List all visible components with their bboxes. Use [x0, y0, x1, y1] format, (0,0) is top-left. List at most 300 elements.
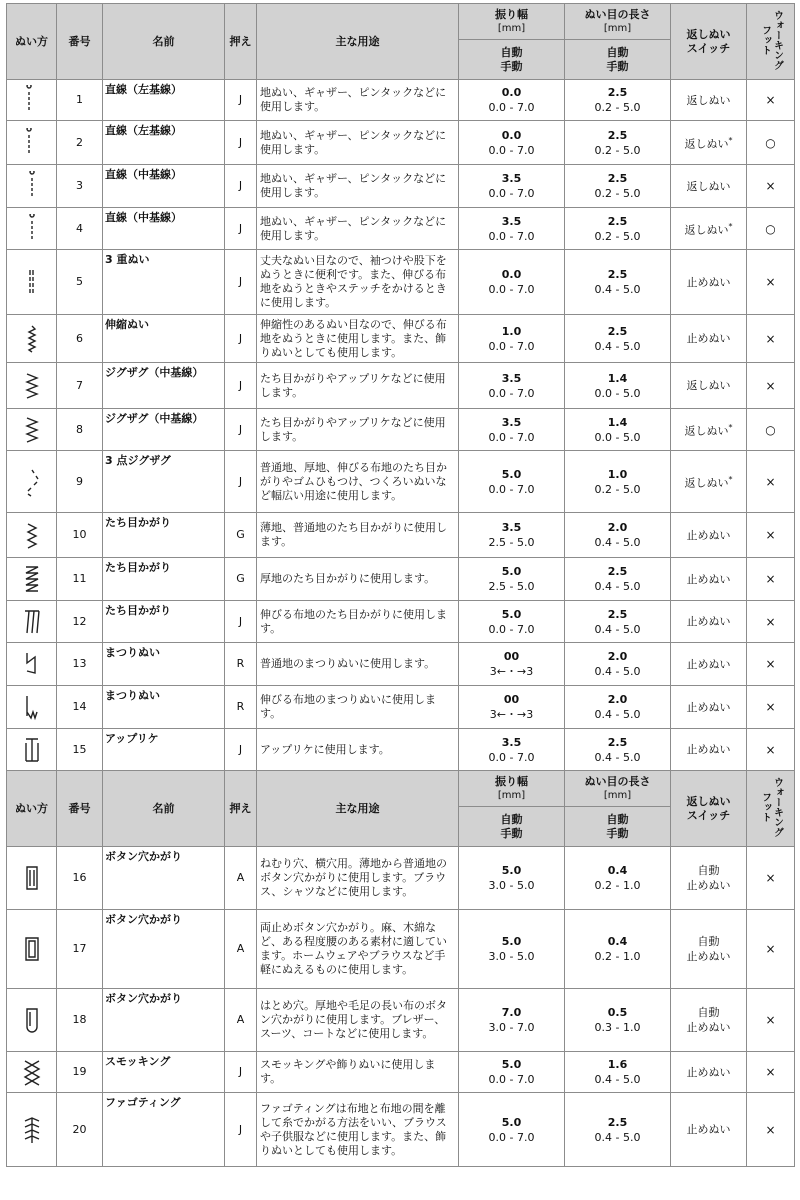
table-row	[7, 513, 795, 558]
length-range: 0.0 - 5.0	[594, 430, 641, 444]
stitch-icon-cell	[7, 80, 57, 121]
stitch-use: ねむり穴、横穴用。薄地から普通地のボタン穴かがりに使用します。ブラウス、シャツなどに使用します。	[257, 847, 459, 910]
stitch-use: スモッキングや飾りぬいに使用します。	[257, 1052, 459, 1093]
presser-foot: J	[225, 363, 257, 409]
reverse-switch	[671, 409, 747, 451]
length-auto: 2.5	[607, 214, 628, 228]
walking-foot: ×	[747, 989, 795, 1052]
reverse-switch-text: 返しぬい	[684, 137, 729, 151]
stitch-length	[565, 643, 671, 686]
stitch-icon-cell	[7, 1093, 57, 1167]
stitch-name: ボタン穴かがり	[103, 910, 225, 989]
stitch-length	[565, 451, 671, 513]
length-auto: 2.5	[607, 324, 628, 338]
table-row	[7, 208, 795, 250]
stitch-width	[459, 910, 565, 989]
table-row	[7, 643, 795, 686]
stitch-number: 1	[57, 80, 103, 121]
reverse-switch	[671, 643, 747, 686]
stitch-icon-cell	[7, 315, 57, 363]
length-range: 0.2 - 5.0	[594, 101, 641, 114]
walking-foot: ×	[747, 729, 795, 771]
blind-hem-stretch-icon	[7, 692, 56, 722]
stitch-length	[565, 409, 671, 451]
reverse-switch	[671, 686, 747, 729]
width-range: 3.0 - 7.0	[488, 1021, 535, 1034]
stitch-length	[565, 1052, 671, 1093]
header-use-label: 主な用途	[335, 801, 380, 815]
header-manual-label: 手動	[606, 59, 629, 73]
width-range: 3.0 - 5.0	[488, 950, 535, 963]
length-auto: 0.4	[607, 864, 628, 877]
presser-foot: J	[225, 409, 257, 451]
header-length-label: ぬい目の長さ	[584, 774, 651, 788]
applique-stitch-icon	[7, 735, 56, 765]
walking-foot: ×	[747, 558, 795, 601]
reverse-switch-text: 止めぬい	[686, 332, 731, 345]
length-auto: 2.0	[607, 521, 628, 534]
reverse-switch	[671, 121, 747, 165]
stitch-use: ファゴティングは布地と布地の間を離して糸でかがる方法をいい、ブラウスや子供服などに使用します。また、飾りぬいとしても使用します。	[257, 1093, 459, 1167]
length-range: 0.4 - 5.0	[594, 580, 641, 593]
stitch-name: まつりぬい	[103, 643, 225, 686]
walking-foot: ○	[747, 409, 795, 451]
width-auto: 3.5	[501, 415, 522, 429]
buttonhole-keyhole-icon	[7, 1005, 56, 1035]
header-manual-label: 手動	[500, 826, 523, 840]
stitch-icon-cell	[7, 208, 57, 250]
stitch-width	[459, 80, 565, 121]
stitch-name: 直線（中基線）	[103, 208, 225, 250]
stitch-icon-cell	[7, 451, 57, 513]
walking-foot: ×	[747, 363, 795, 409]
table-row	[7, 121, 795, 165]
stitch-number: 19	[57, 1052, 103, 1093]
table-row	[7, 601, 795, 643]
straight-left-stitch-icon	[7, 85, 56, 115]
reverse-switch	[671, 363, 747, 409]
stitch-length	[565, 847, 671, 910]
width-range: 0.0 - 7.0	[488, 1130, 535, 1144]
reverse-switch	[671, 847, 747, 910]
width-range: 2.5 - 5.0	[488, 580, 535, 593]
header-number	[57, 4, 103, 80]
length-auto: 1.6	[607, 1058, 628, 1071]
stitch-use: アップリケに使用します。	[257, 729, 459, 771]
width-range: 0.0 - 7.0	[488, 187, 535, 200]
header-walking-label: ウォーキング フット	[759, 776, 783, 837]
stitch-width	[459, 409, 565, 451]
stitch-use: 伸びる布地のまつりぬいに使用します。	[257, 686, 459, 729]
width-range: 0.0 - 7.0	[488, 622, 535, 636]
reverse-switch	[671, 558, 747, 601]
stitch-name: たち目かがり	[103, 513, 225, 558]
walking-foot: ○	[747, 121, 795, 165]
stitch-name: 直線（中基線）	[103, 165, 225, 208]
presser-foot: A	[225, 989, 257, 1052]
presser-foot: J	[225, 1052, 257, 1093]
presser-foot: J	[225, 121, 257, 165]
width-auto: 3.5	[501, 172, 522, 185]
presser-foot: J	[225, 80, 257, 121]
width-range: 0.0 - 7.0	[488, 750, 535, 764]
stitch-length	[565, 250, 671, 315]
stitch-use: 厚地のたち目かがりに使用します。	[257, 558, 459, 601]
stitch-icon-cell	[7, 558, 57, 601]
length-range: 0.0 - 5.0	[594, 386, 641, 400]
width-range: 3.0 - 5.0	[488, 879, 535, 892]
header-length-label: ぬい目の長さ	[584, 7, 651, 21]
stitch-number: 20	[57, 1093, 103, 1167]
width-range: 0.0 - 7.0	[488, 430, 535, 444]
header-method-label: ぬい方	[15, 801, 48, 815]
stitch-name: 直線（左基線）	[103, 80, 225, 121]
reverse-switch-text: 止めぬい	[686, 572, 731, 586]
stitch-length	[565, 910, 671, 989]
stitch-name: たち目かがり	[103, 558, 225, 601]
header-length	[565, 4, 671, 40]
stitch-length	[565, 165, 671, 208]
stitch-width	[459, 315, 565, 363]
stitch-number: 3	[57, 165, 103, 208]
length-range: 0.3 - 1.0	[594, 1021, 641, 1034]
header-name-label: 名前	[152, 34, 175, 48]
walking-foot: ×	[747, 1052, 795, 1093]
stitch-use: 地ぬい、ギャザー、ピンタックなどに使用します。	[257, 121, 459, 165]
width-range: 0.0 - 7.0	[488, 1073, 535, 1086]
stitch-width	[459, 513, 565, 558]
header-auto-label: 自動	[500, 45, 523, 59]
stitch-name: たち目かがり	[103, 601, 225, 643]
width-auto: 3.5	[501, 214, 522, 228]
three-point-zigzag-icon	[7, 467, 56, 497]
width-range: 0.0 - 7.0	[488, 283, 535, 296]
length-auto: 2.5	[607, 735, 628, 749]
stitch-length	[565, 208, 671, 250]
table-row	[7, 1052, 795, 1093]
stitch-icon-cell	[7, 363, 57, 409]
length-auto: 2.5	[607, 128, 628, 142]
fagoting-stitch-icon	[7, 1115, 56, 1145]
stitch-number: 17	[57, 910, 103, 989]
length-range: 0.4 - 5.0	[594, 622, 641, 636]
reverse-switch-text: 返しぬい	[684, 223, 729, 237]
width-range: 0.0 - 7.0	[488, 482, 535, 496]
presser-foot: A	[225, 847, 257, 910]
stitch-name: ボタン穴かがり	[103, 847, 225, 910]
header-length-mode	[565, 40, 671, 80]
stitch-length	[565, 121, 671, 165]
reverse-switch-text: 返しぬい	[686, 179, 731, 193]
stitch-number: 8	[57, 409, 103, 451]
width-range: 0.0 - 7.0	[488, 143, 535, 157]
length-range: 0.4 - 5.0	[594, 1073, 641, 1086]
header-method-2	[7, 771, 57, 847]
stitch-number: 11	[57, 558, 103, 601]
table-row	[7, 686, 795, 729]
width-auto: 1.0	[501, 324, 522, 338]
stitch-number: 5	[57, 250, 103, 315]
length-range: 0.4 - 5.0	[594, 283, 641, 296]
width-range: 0.0 - 7.0	[488, 101, 535, 114]
stitch-icon-cell	[7, 250, 57, 315]
stitch-width	[459, 601, 565, 643]
blind-hem-stitch-icon	[7, 649, 56, 679]
stitch-width	[459, 729, 565, 771]
header-width-2	[459, 771, 565, 807]
footnote-mark: *	[728, 423, 733, 433]
header-use-2	[257, 771, 459, 847]
walking-foot: ×	[747, 451, 795, 513]
stitch-width	[459, 1093, 565, 1167]
stitch-length	[565, 686, 671, 729]
reverse-switch-text: 止めぬい	[686, 1123, 731, 1136]
header-manual-label: 手動	[500, 59, 523, 73]
footnote-mark: *	[728, 222, 733, 232]
stitch-width	[459, 451, 565, 513]
stitch-width	[459, 686, 565, 729]
length-range: 0.2 - 5.0	[594, 187, 641, 200]
stitch-length	[565, 315, 671, 363]
stitch-width	[459, 558, 565, 601]
header-length-unit: [mm]	[603, 22, 632, 34]
length-range: 0.2 - 5.0	[594, 482, 641, 496]
stitch-width	[459, 165, 565, 208]
stitch-name: ジグザグ（中基線）	[103, 409, 225, 451]
width-auto: 7.0	[501, 1006, 522, 1019]
header-walking-2	[747, 771, 795, 847]
stitch-number: 14	[57, 686, 103, 729]
header-width-mode-2	[459, 807, 565, 847]
presser-foot: R	[225, 686, 257, 729]
length-range: 0.2 - 5.0	[594, 229, 641, 243]
stitch-use: 地ぬい、ギャザー、ピンタックなどに使用します。	[257, 208, 459, 250]
walking-foot: ×	[747, 165, 795, 208]
length-range: 0.2 - 5.0	[594, 143, 641, 157]
table-row	[7, 729, 795, 771]
stitch-name: ボタン穴かがり	[103, 989, 225, 1052]
table-row	[7, 989, 795, 1052]
width-auto: 5.0	[501, 935, 522, 948]
length-auto: 2.5	[607, 565, 628, 578]
stitch-use: 薄地、普通地のたち目かがりに使用します。	[257, 513, 459, 558]
length-range: 0.4 - 5.0	[594, 339, 641, 353]
header-auto-label: 自動	[606, 45, 629, 59]
header-reverse-label: 返しぬい スイッチ	[686, 794, 731, 822]
presser-foot: G	[225, 513, 257, 558]
table-row	[7, 1093, 795, 1167]
table-row	[7, 315, 795, 363]
header-width-unit: [mm]	[497, 789, 526, 801]
stitch-number: 7	[57, 363, 103, 409]
table-row	[7, 250, 795, 315]
length-auto: 2.5	[607, 1115, 628, 1129]
reverse-switch	[671, 729, 747, 771]
header-auto-label: 自動	[606, 812, 629, 826]
stitch-number: 12	[57, 601, 103, 643]
reverse-switch-text: 返しぬい	[684, 476, 729, 490]
walking-foot: ×	[747, 315, 795, 363]
width-range: 0.0 - 7.0	[488, 386, 535, 400]
width-auto: 5.0	[501, 467, 522, 481]
walking-foot: ○	[747, 208, 795, 250]
width-auto: 0.0	[501, 86, 522, 99]
reverse-switch	[671, 601, 747, 643]
header-length-unit: [mm]	[603, 789, 632, 801]
straight-middle-stitch-icon	[7, 214, 56, 244]
presser-foot: J	[225, 250, 257, 315]
width-auto: 5.0	[501, 1115, 522, 1129]
width-range: 0.0 - 7.0	[488, 339, 535, 353]
reverse-switch-text: 止めぬい	[686, 657, 731, 671]
walking-foot: ×	[747, 513, 795, 558]
header-width-mode	[459, 40, 565, 80]
stitch-length	[565, 1093, 671, 1167]
stitch-use: たち目かがりやアップリケなどに使用します。	[257, 363, 459, 409]
header-foot-2	[225, 771, 257, 847]
stitch-use: 普通地、厚地、伸びる布地のたち目かがりやゴムひもつけ、つくろいぬいなど幅広い用途に使用します。	[257, 451, 459, 513]
stitch-icon-cell	[7, 686, 57, 729]
stitch-icon-cell	[7, 1052, 57, 1093]
stretch-stitch-icon	[7, 324, 56, 354]
triple-stitch-icon	[7, 267, 56, 297]
table-row	[7, 910, 795, 989]
presser-foot: J	[225, 315, 257, 363]
stitch-icon-cell	[7, 165, 57, 208]
table-row	[7, 363, 795, 409]
stitch-length	[565, 558, 671, 601]
stitch-width	[459, 208, 565, 250]
presser-foot: R	[225, 643, 257, 686]
stitch-width	[459, 121, 565, 165]
length-range: 0.2 - 1.0	[594, 879, 641, 892]
presser-foot: G	[225, 558, 257, 601]
stitch-icon-cell	[7, 643, 57, 686]
length-range: 0.2 - 1.0	[594, 950, 641, 963]
buttonhole-round-icon	[7, 863, 56, 893]
walking-foot: ×	[747, 686, 795, 729]
stitch-number: 4	[57, 208, 103, 250]
presser-foot: J	[225, 1093, 257, 1167]
header-name-2	[103, 771, 225, 847]
header-reverse-2	[671, 771, 747, 847]
length-auto: 1.0	[607, 467, 628, 481]
reverse-switch	[671, 250, 747, 315]
stitch-use: 普通地のまつりぬいに使用します。	[257, 643, 459, 686]
reverse-switch-text: 自動 止めぬい	[686, 935, 731, 963]
table-row	[7, 409, 795, 451]
length-auto: 1.4	[607, 371, 628, 385]
header-width-label: 振り幅	[495, 7, 528, 21]
stitch-use: 地ぬい、ギャザー、ピンタックなどに使用します。	[257, 80, 459, 121]
reverse-switch-text: 止めぬい	[686, 615, 731, 628]
presser-foot: J	[225, 729, 257, 771]
overcast-stretch-stitch-icon	[7, 607, 56, 637]
reverse-switch	[671, 315, 747, 363]
stitch-number: 6	[57, 315, 103, 363]
stitch-width	[459, 1052, 565, 1093]
header-use-label: 主な用途	[335, 34, 380, 48]
length-range: 0.4 - 5.0	[594, 750, 641, 764]
length-range: 0.4 - 5.0	[594, 536, 641, 549]
stitch-name: 伸縮ぬい	[103, 315, 225, 363]
reverse-switch	[671, 451, 747, 513]
header-number-label: 番号	[68, 801, 91, 815]
header-foot-label: 押え	[229, 801, 252, 815]
presser-foot: J	[225, 451, 257, 513]
width-auto: 0.0	[501, 128, 522, 142]
header-width-unit: [mm]	[497, 22, 526, 34]
walking-foot: ×	[747, 80, 795, 121]
length-auto: 2.0	[607, 693, 628, 706]
reverse-switch	[671, 1052, 747, 1093]
stitch-length	[565, 601, 671, 643]
width-range: 0.0 - 7.0	[488, 229, 535, 243]
reverse-switch-text: 自動 止めぬい	[686, 864, 731, 892]
width-auto: 00	[503, 693, 520, 706]
length-auto: 0.5	[607, 1006, 628, 1019]
zigzag-stitch-icon	[7, 371, 56, 401]
reverse-switch	[671, 513, 747, 558]
stitch-length	[565, 363, 671, 409]
header-foot-label: 押え	[229, 34, 252, 48]
stitch-use: 地ぬい、ギャザー、ピンタックなどに使用します。	[257, 165, 459, 208]
table-row	[7, 558, 795, 601]
walking-foot: ×	[747, 910, 795, 989]
header-length-2	[565, 771, 671, 807]
footnote-mark: *	[728, 136, 733, 146]
length-auto: 0.4	[607, 935, 628, 948]
stitch-number: 13	[57, 643, 103, 686]
reverse-switch-text: 返しぬい	[686, 93, 731, 107]
smocking-stitch-icon	[7, 1057, 56, 1087]
stitch-name: 直線（左基線）	[103, 121, 225, 165]
stitch-number: 16	[57, 847, 103, 910]
width-range: 3←・→3	[489, 708, 534, 721]
buttonhole-square-icon	[7, 934, 56, 964]
reverse-switch-text: 止めぬい	[686, 1065, 731, 1079]
header-use	[257, 4, 459, 80]
reverse-switch-text: 止めぬい	[686, 275, 731, 289]
header-number-2	[57, 771, 103, 847]
reverse-switch-text: 止めぬい	[686, 700, 731, 714]
stitch-icon-cell	[7, 409, 57, 451]
walking-foot: ×	[747, 1093, 795, 1167]
stitch-name: スモッキング	[103, 1052, 225, 1093]
stitch-width	[459, 847, 565, 910]
stitch-number: 18	[57, 989, 103, 1052]
stitch-name: ファゴティング	[103, 1093, 225, 1167]
header-name	[103, 4, 225, 80]
stitch-length	[565, 989, 671, 1052]
stitch-length	[565, 80, 671, 121]
header-reverse	[671, 4, 747, 80]
presser-foot: A	[225, 910, 257, 989]
reverse-switch	[671, 989, 747, 1052]
stitch-table	[6, 3, 795, 1167]
reverse-switch	[671, 1093, 747, 1167]
stitch-icon-cell	[7, 847, 57, 910]
reverse-switch	[671, 208, 747, 250]
length-auto: 2.5	[607, 172, 628, 185]
length-auto: 2.0	[607, 650, 628, 663]
zigzag-stitch-icon	[7, 415, 56, 445]
header-width	[459, 4, 565, 40]
stitch-use: はとめ穴。厚地や毛足の長い布のボタン穴かがりに使用します。ブレザー、スーツ、コートなどに使用します。	[257, 989, 459, 1052]
header-walking	[747, 4, 795, 80]
stitch-name: まつりぬい	[103, 686, 225, 729]
reverse-switch	[671, 910, 747, 989]
